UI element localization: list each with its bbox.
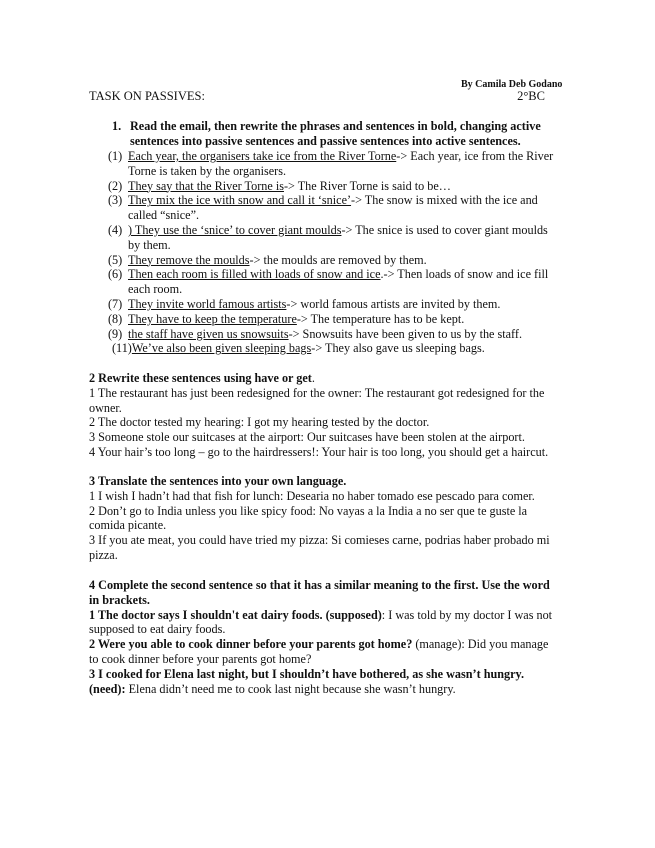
rewritten-phrase: -> world famous artists are invited by them. <box>286 296 501 311</box>
original-phrase: Each year, the organisers take ice from the River Torne <box>128 149 397 163</box>
rewritten-phrase: -> They also gave us sleeping bags. <box>311 341 485 356</box>
exercise-2-title <box>89 371 559 386</box>
exercise-4 <box>89 578 559 696</box>
item-number: (8) <box>108 311 123 326</box>
list-item <box>108 312 558 327</box>
exercise-4-prompt: 1 The doctor says I shouldn't eat dairy foods. (supposed) <box>89 607 382 622</box>
task-title: TASK ON PASSIVES: <box>89 89 205 103</box>
exercise-4-answer: (manage): Did you manage to cook dinner before your parents got home? <box>89 637 549 666</box>
item-number: (11) <box>112 341 132 356</box>
rewritten-phrase: -> The temperature has to be kept. <box>296 311 465 326</box>
rewritten-phrase: -> The snow is mixed with the ice and called “snice”. <box>128 193 538 223</box>
list-item <box>108 179 558 194</box>
original-phrase: They invite world famous artists <box>128 296 287 311</box>
exercise-4-answer: : I was told by my doctor I was not supposed to eat dairy foods. <box>89 607 553 637</box>
exercise-4-item <box>89 608 559 638</box>
item-number: (9) <box>108 326 123 341</box>
original-phrase: They remove the moulds <box>128 252 250 267</box>
exercise-4-answer: Elena didn’t need me to cook last night because she wasn’t hungry. <box>125 681 456 696</box>
rewritten-phrase: -> the moulds are removed by them. <box>249 252 427 267</box>
original-phrase: They have to keep the temperature <box>128 311 297 326</box>
rewritten-phrase: -> Snowsuits have been given to us by the staff. <box>288 326 522 341</box>
exercise-2-line: 3 Someone stole our suitcases at the airport: Our suitcases have been stolen at the airport. <box>89 430 525 445</box>
rewritten-phrase: -> Each year, ice from the River Torne is taken by the organisers. <box>128 149 554 178</box>
exercise-4-item <box>89 637 559 667</box>
author-line: By Camila Deb Godano <box>461 79 563 90</box>
header-line <box>89 89 545 104</box>
grade-label: 2°BC <box>517 89 545 103</box>
original-phrase: They say that the River Torne is <box>128 178 284 193</box>
item-number: (2) <box>108 178 123 193</box>
exercise-1-list <box>108 149 558 356</box>
item-number: (1) <box>108 149 123 163</box>
original-phrase: the staff have given us snowsuits <box>128 326 289 341</box>
original-phrase: They mix the ice with snow and call it ‘snice’ <box>128 193 352 208</box>
original-phrase: We’ve also been given sleeping bags <box>131 341 312 356</box>
exercise-2 <box>89 371 559 460</box>
exercise-2-title-text: 2 Rewrite these sentences using have or get <box>89 371 312 385</box>
exercise-1-number: 1. <box>112 119 122 133</box>
exercise-2-title-end: . <box>311 371 315 385</box>
exercise-3-title: 3 Translate the sentences into your own language. <box>89 474 347 488</box>
exercise-4-title: 4 Complete the second sentence so that it has a similar meaning to the first. Use the word in brackets. <box>89 578 550 607</box>
item-number: (4) <box>108 222 123 237</box>
exercise-1-instruction <box>112 119 572 149</box>
item-number: (3) <box>108 193 123 208</box>
original-phrase: ) They use the ‘snice’ to cover giant moulds <box>128 222 342 237</box>
exercise-3-line: 3 If you ate meat, you could have tried my pizza: Si comieses carne, podrias haber probado mi pizza. <box>89 533 550 562</box>
rewritten-phrase: .-> Then loads of snow and ice fill each room. <box>128 267 549 297</box>
exercise-2-line: 4 Your hair’s too long – go to the hairdressers!: Your hair is too long, you should get a haircut. <box>89 444 549 459</box>
rewritten-phrase: -> The River Torne is said to be… <box>283 178 451 193</box>
exercise-4-prompt: 2 Were you able to cook dinner before your parents got home? <box>89 637 413 652</box>
rewritten-phrase: -> The snice is used to cover giant moulds by them. <box>128 222 548 252</box>
exercise-4-item <box>89 667 559 697</box>
exercise-1-text: Read the email, then rewrite the phrases and sentences in bold, changing active sentences into passive sentences and passive sentences into active sentences. <box>130 119 541 148</box>
exercise-3 <box>89 474 559 563</box>
exercise-4-prompt: 3 I cooked for Elena last night, but I shouldn’t have bothered, as she wasn’t hungry. (need): <box>89 666 524 696</box>
list-item <box>108 297 558 312</box>
item-number: (6) <box>108 267 123 282</box>
item-number: (5) <box>108 252 123 267</box>
original-phrase: Then each room is filled with loads of snow and ice <box>128 267 381 282</box>
list-item <box>108 327 558 342</box>
exercise-2-line: 2 The doctor tested my hearing: I got my hearing tested by the doctor. <box>89 415 430 430</box>
list-item <box>108 193 558 223</box>
item-number: (7) <box>108 296 123 311</box>
exercise-3-line: 1 I wish I hadn’t had that fish for lunch: Desearia no haber tomado ese pescado para comer. <box>89 488 535 503</box>
list-item <box>108 253 558 268</box>
exercise-3-line: 2 Don’t go to India unless you like spicy food: No vayas a la India a no ser que te guste la comida picante. <box>89 503 528 533</box>
list-item <box>108 149 558 179</box>
list-item <box>108 267 558 297</box>
list-item <box>108 223 558 253</box>
exercise-2-line: 1 The restaurant has just been redesigned for the owner: The restaurant got redesigned for the owner. <box>89 385 545 415</box>
list-item <box>112 341 562 356</box>
